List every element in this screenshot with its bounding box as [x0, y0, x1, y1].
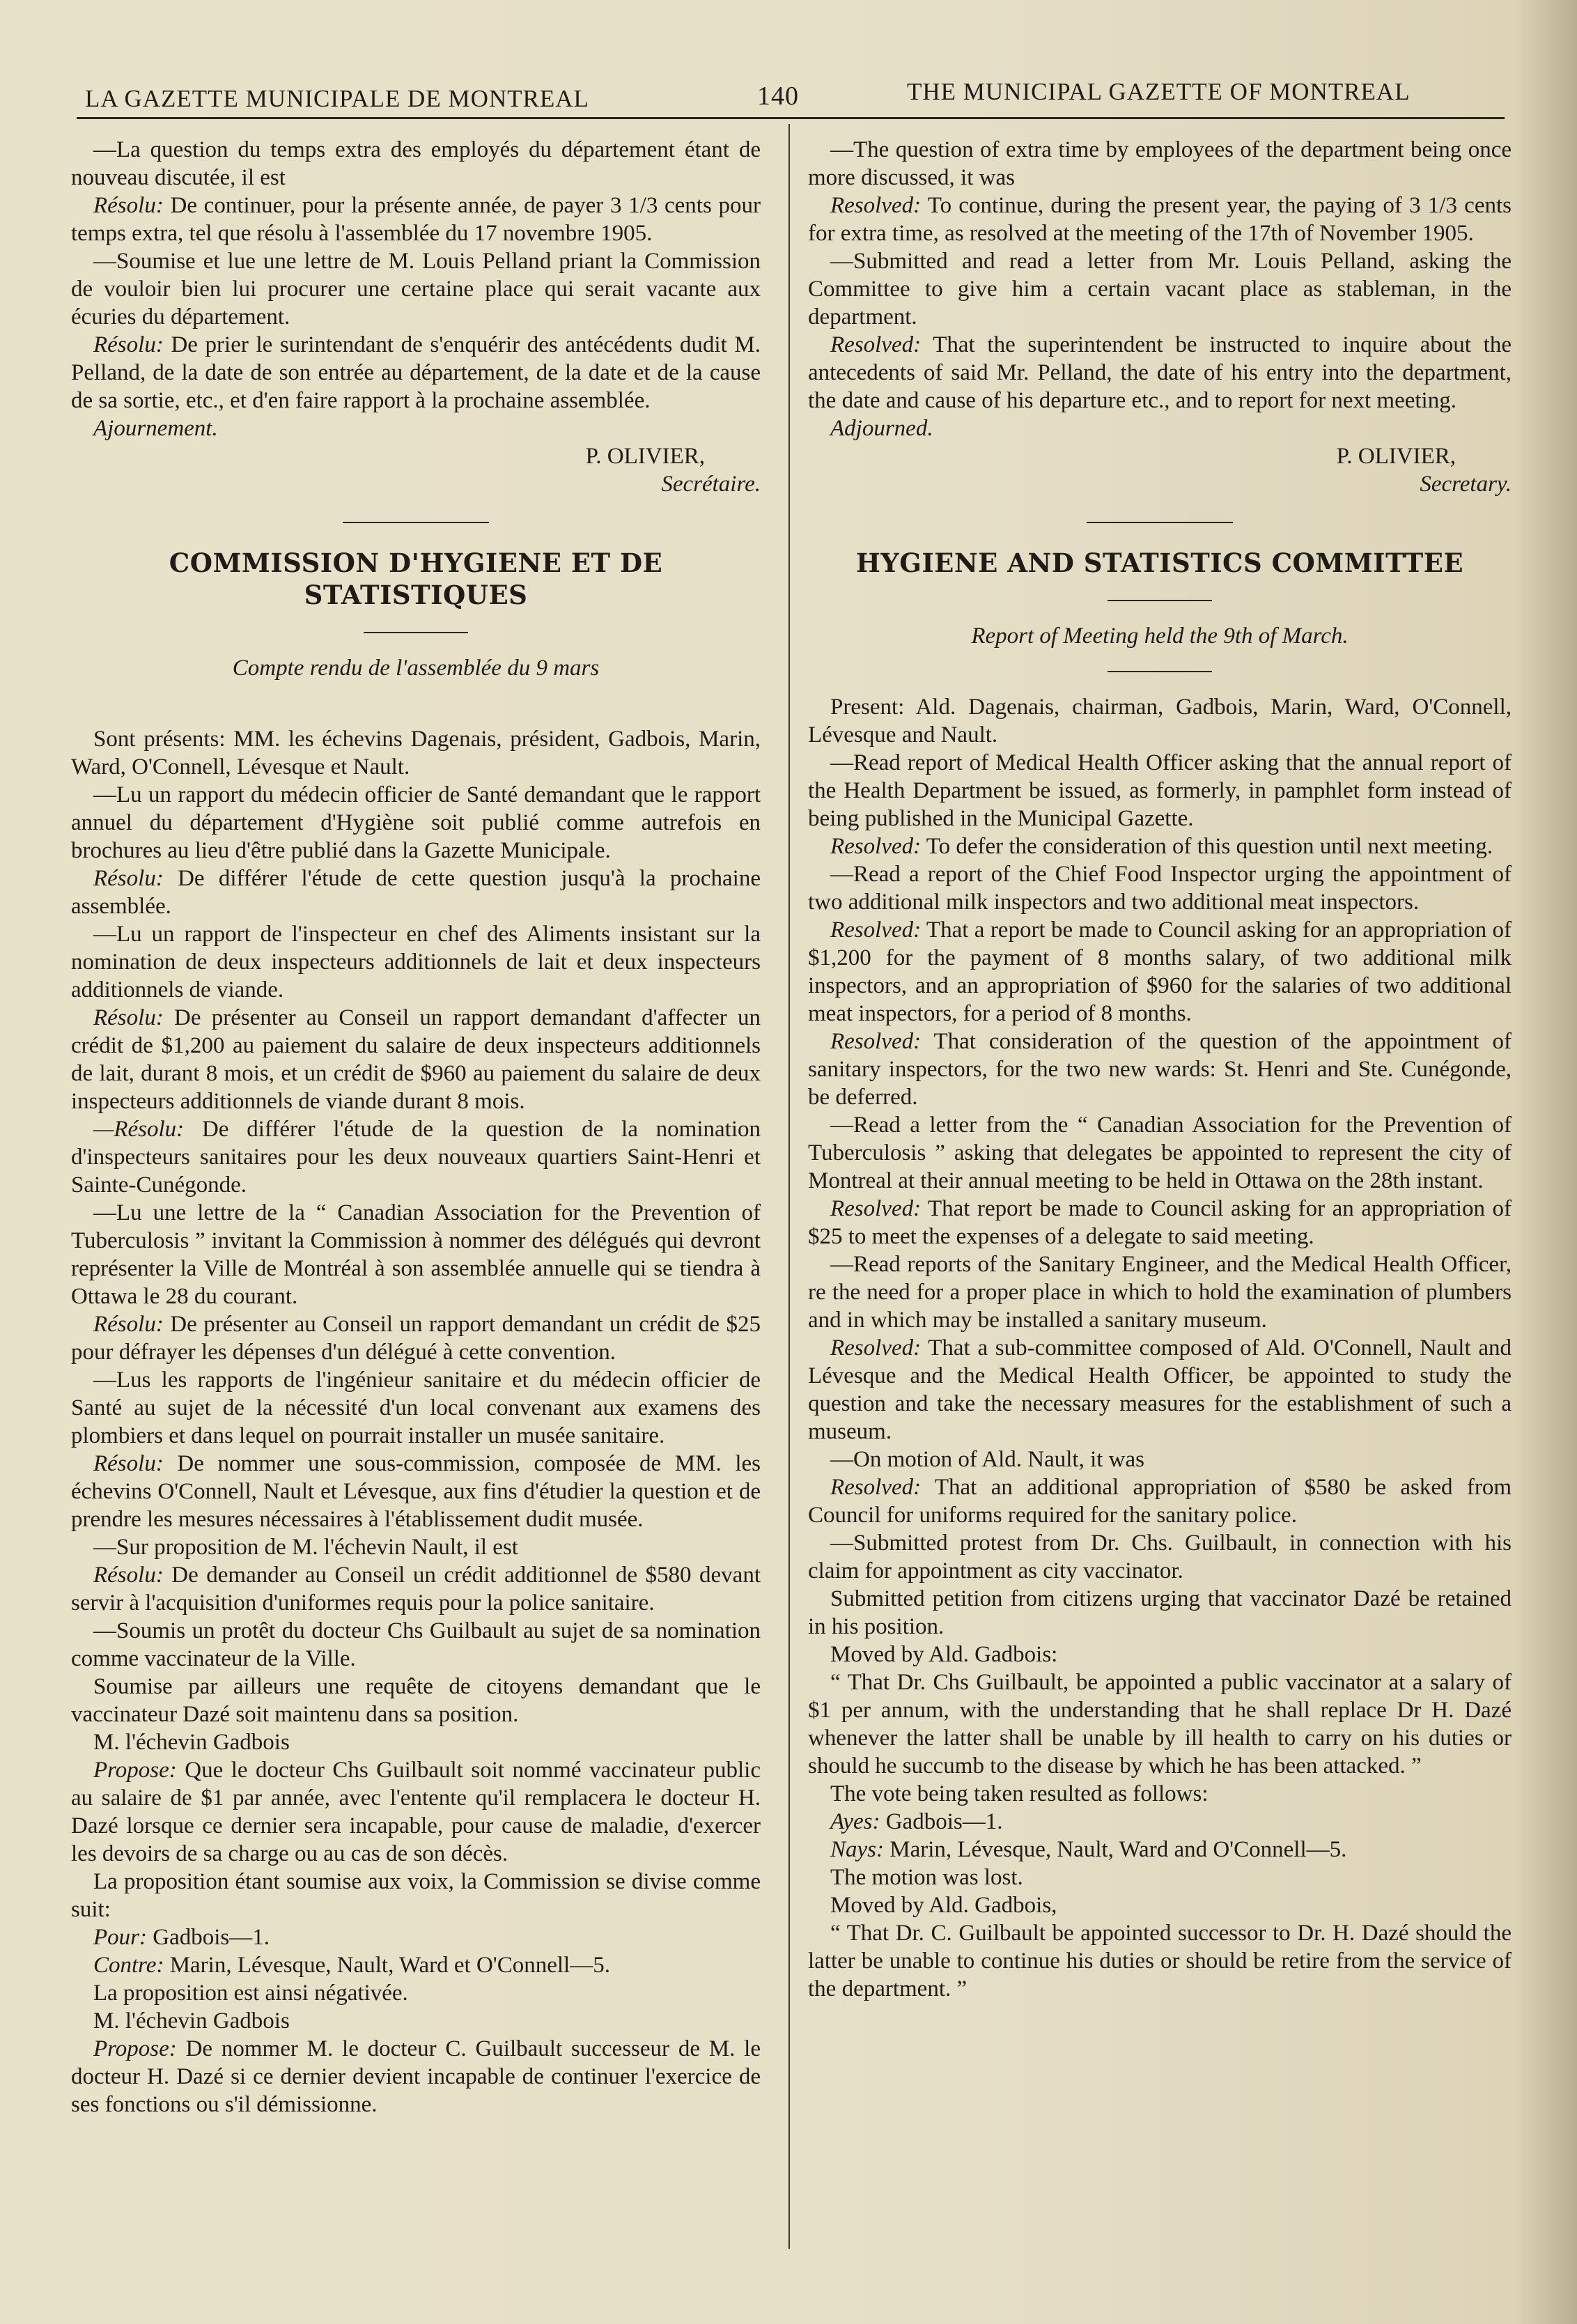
fr-paragraph: —Soumis un protêt du docteur Chs Guilbault au sujet de sa nomination comme vaccinateur de la Ville. — [71, 1618, 761, 1671]
fr-section-title: COMMISSION D'HYGIENE ET DE STATISTIQUES — [169, 548, 663, 610]
en-paragraph: “ That Dr. C. Guilbault be appointed successor to Dr. H. Dazé should the latter be unable to continue his duties or should be retire from the service of the department. ” — [808, 1921, 1512, 2001]
en-section-title: HYGIENE AND STATISTICS COMMITTEE — [855, 548, 1464, 578]
fr-paragraph: Résolu: De présenter au Conseil un rapport demandant un crédit de $25 pour défrayer les dépenses d'un délégué à cette convention. — [71, 1312, 761, 1365]
fr-signature-title: Secrétaire. — [661, 472, 761, 497]
en-signature-title: Secretary. — [1420, 472, 1512, 497]
fr-paragraph: M. l'échevin Gadbois — [93, 1730, 290, 1755]
fr-paragraph: La proposition étant soumise aux voix, la Commission se divise comme suit: — [71, 1869, 761, 1922]
fr-paragraph: —Lu un rapport du médecin officier de Santé demandant que le rapport annuel du département d'Hygiène soit publié comme autrefois en brochures au lieu d'être publié dans la Gazette Municipale. — [71, 782, 761, 863]
en-paragraph: Submitted petition from citizens urging that vaccinator Dazé be retained in his position. — [808, 1586, 1512, 1639]
en-paragraph: Resolved: To continue, during the present year, the paying of 3 1/3 cents for extra time, as resolved at the meeting of the 17th of November 1905. — [808, 193, 1512, 246]
en-adjournment: Adjourned. — [830, 416, 933, 441]
en-paragraph: Present: Ald. Dagenais, chairman, Gadbois, Marin, Ward, O'Connell, Lévesque and Nault. — [808, 695, 1512, 747]
en-separator — [1087, 522, 1233, 523]
fr-signature-name: P. OLIVIER, — [585, 444, 705, 469]
fr-paragraph: —Résolu: De différer l'étude de la question de la nomination d'inspecteurs sanitaires pour les deux nouveaux quartiers Saint-Henri et Sainte-Cunégonde. — [71, 1117, 761, 1198]
en-paragraph: —Submitted protest from Dr. Chs. Guilbault, in connection with his claim for appointment as city vaccinator. — [808, 1531, 1512, 1583]
fr-paragraph: Soumise par ailleurs une requête de citoyens demandant que le vaccinateur Dazé soit maintenu dans sa position. — [71, 1674, 761, 1727]
fr-adjournment: Ajournement. — [93, 416, 218, 441]
en-paragraph: —On motion of Ald. Nault, it was — [830, 1447, 1144, 1472]
en-separator — [1108, 671, 1212, 672]
en-paragraph: —Read a report of the Chief Food Inspector urging the appointment of two additional milk inspectors and two additional meat inspectors. — [808, 862, 1512, 915]
fr-paragraph: Résolu: De nommer une sous-commission, composée de MM. les échevins O'Connell, Nault et Lévesque, aux fins d'étudier la question et de prendre les mesures nécessaires à l'établissement dudit musée. — [71, 1451, 761, 1532]
header-right-title: THE MUNICIPAL GAZETTE OF MONTREAL — [907, 78, 1411, 105]
english-column — [808, 136, 1512, 2003]
header-left-title: LA GAZETTE MUNICIPALE DE MONTREAL — [85, 85, 589, 112]
en-paragraph: —Read a letter from the “ Canadian Association for the Prevention of Tuberculosis ” asking that delegates be appointed to represent the city of Montreal at their annual meeting to be held in Ottawa on the 28th instant. — [808, 1113, 1512, 1193]
page-number: 140 — [757, 82, 799, 111]
fr-section-subtitle: Compte rendu de l'assemblée du 9 mars — [232, 656, 600, 681]
en-paragraph: Nays: Marin, Lévesque, Nault, Ward and O'Connell—5. — [830, 1837, 1347, 1862]
fr-paragraph: Résolu: De présenter au Conseil un rapport demandant d'affecter un crédit de $1,200 au paiement du salaire de deux inspecteurs additionnels de lait, durant 8 mois, et un crédit de $960 au paiement du salaire de deux inspecteurs additionnels de viande durant 8 mois. — [71, 1005, 761, 1114]
fr-paragraph: Résolu: De demander au Conseil un crédit additionnel de $580 devant servir à l'acquisition d'uniformes requis pour la police sanitaire. — [71, 1563, 761, 1616]
en-paragraph: Moved by Ald. Gadbois, — [830, 1893, 1057, 1918]
en-paragraph: Resolved: That consideration of the question of the appointment of sanitary inspectors, for the two new wards: St. Henri and Ste. Cunégonde, be deferred. — [808, 1029, 1512, 1110]
en-paragraph: Ayes: Gadbois—1. — [830, 1809, 1003, 1834]
fr-paragraph: Résolu: De continuer, pour la présente année, de payer 3 1/3 cents pour temps extra, tel que résolu à l'assemblée du 17 novembre 1905. — [71, 193, 761, 246]
fr-paragraph: —La question du temps extra des employés du département étant de nouveau discutée, il est — [71, 137, 761, 190]
french-column — [71, 136, 761, 2118]
fr-paragraph: —Sur proposition de M. l'échevin Nault, il est — [93, 1535, 518, 1560]
fr-paragraph: Sont présents: MM. les échevins Dagenais, président, Gadbois, Marin, Ward, O'Connell, Lévesque et Nault. — [71, 727, 761, 780]
fr-paragraph: Propose: Que le docteur Chs Guilbault soit nommé vaccinateur public au salaire de $1 par année, avec l'entente qu'il remplacera le docteur H. Dazé lorsque ce dernier sera incapable, pour cause de maladie, d'exercer les devoirs de sa charge ou au cas de son décès. — [71, 1758, 761, 1866]
en-paragraph: —Read reports of the Sanitary Engineer, and the Medical Health Officer, re the need for a proper place in which to hold the examination of plumbers and in which may be installed a sanitary museum. — [808, 1252, 1512, 1333]
column-divider — [788, 124, 790, 2249]
fr-paragraph: La proposition est ainsi négativée. — [93, 1981, 408, 2006]
en-paragraph: —The question of extra time by employees of the department being once more discussed, it was — [808, 137, 1512, 190]
fr-paragraph: —Lu une lettre de la “ Canadian Association for the Prevention of Tuberculosis ” invitant la Commission à nommer des délégués qui devront représenter la Ville de Montréal à son assemblée annuelle qui se tiendra à Ottawa le 28 du courant. — [71, 1200, 761, 1309]
en-paragraph: Resolved: To defer the consideration of this question until next meeting. — [830, 834, 1493, 859]
en-paragraph: Resolved: That report be made to Council asking for an appropriation of $25 to meet the expenses of a delegate to said meeting. — [808, 1196, 1512, 1249]
fr-paragraph: M. l'échevin Gadbois — [93, 2008, 290, 2034]
fr-paragraph: —Soumise et lue une lettre de M. Louis Pelland priant la Commission de vouloir bien lui procurer une certaine place qui serait vacante aux écuries du département. — [71, 249, 761, 330]
en-paragraph: The motion was lost. — [830, 1865, 1023, 1890]
en-paragraph: —Submitted and read a letter from Mr. Louis Pelland, asking the Committee to give him a certain vacant place as stableman, in the department. — [808, 249, 1512, 330]
fr-paragraph: Résolu: De prier le surintendant de s'enquérir des antécédents dudit M. Pelland, de la date de son entrée au département, de la date et de la cause de sa sortie, etc., et d'en faire rapport à la prochaine assemblée. — [71, 332, 761, 413]
fr-paragraph: Pour: Gadbois—1. — [93, 1925, 270, 1950]
en-paragraph: Resolved: That a report be made to Council asking for an appropriation of $1,200 for the payment of 8 months salary, of two additional milk inspectors, and an appropriation of $960 for the salaries of two additional meat inspectors, for a period of 8 months. — [808, 917, 1512, 1026]
fr-paragraph: —Lus les rapports de l'ingénieur sanitaire et du médecin officier de Santé au sujet de la nécessité d'un local convenant aux examens des plombiers et dans lequel on pourrait installer un musée sanitaire. — [71, 1368, 761, 1448]
en-paragraph: Resolved: That an additional appropriation of $580 be asked from Council for uniforms required for the sanitary police. — [808, 1475, 1512, 1528]
en-paragraph: —Read report of Medical Health Officer asking that the annual report of the Health Department be issued, as formerly, in pamphlet form instead of being published in the Municipal Gazette. — [808, 750, 1512, 831]
en-paragraph: Moved by Ald. Gadbois: — [830, 1642, 1058, 1667]
en-paragraph: Resolved: That a sub-committee composed of Ald. O'Connell, Nault and Lévesque and the Medical Health Officer, be appointed to study the question and take the necessary measures for the establishment of such a museum. — [808, 1335, 1512, 1444]
en-paragraph: Resolved: That the superintendent be instructed to inquire about the antecedents of said Mr. Pelland, the date of his entry into the department, the date and cause of his departure etc., and to report for next meeting. — [808, 332, 1512, 413]
fr-paragraph: Contre: Marin, Lévesque, Nault, Ward et O'Connell—5. — [93, 1953, 610, 1978]
en-signature-name: P. OLIVIER, — [1336, 444, 1456, 469]
fr-paragraph: —Lu un rapport de l'inspecteur en chef des Aliments insistant sur la nomination de deux inspecteurs additionnels de lait et deux inspecteurs additionnels de viande. — [71, 922, 761, 1002]
en-section-subtitle: Report of Meeting held the 9th of March. — [971, 623, 1349, 649]
header-rule — [77, 117, 1505, 119]
en-paragraph: The vote being taken resulted as follows: — [830, 1781, 1209, 1806]
fr-paragraph: Résolu: De différer l'étude de cette question jusqu'à la prochaine assemblée. — [71, 866, 761, 919]
fr-separator — [364, 632, 468, 633]
en-separator — [1108, 600, 1212, 601]
fr-paragraph: Propose: De nommer M. le docteur C. Guilbault successeur de M. le docteur H. Dazé si ce dernier devient incapable de continuer l'exercice de ses fonctions ou s'il démissionne. — [71, 2036, 761, 2117]
fr-separator — [343, 522, 489, 523]
en-paragraph: “ That Dr. Chs Guilbault, be appointed a public vaccinator at a salary of $1 per annum, with the understanding that he shall replace Dr H. Dazé whenever the latter shall be unable by ill health to carry on his duties or should he succumb to the disease by which he has been attacked. ” — [808, 1670, 1512, 1779]
page-header — [85, 78, 1506, 120]
